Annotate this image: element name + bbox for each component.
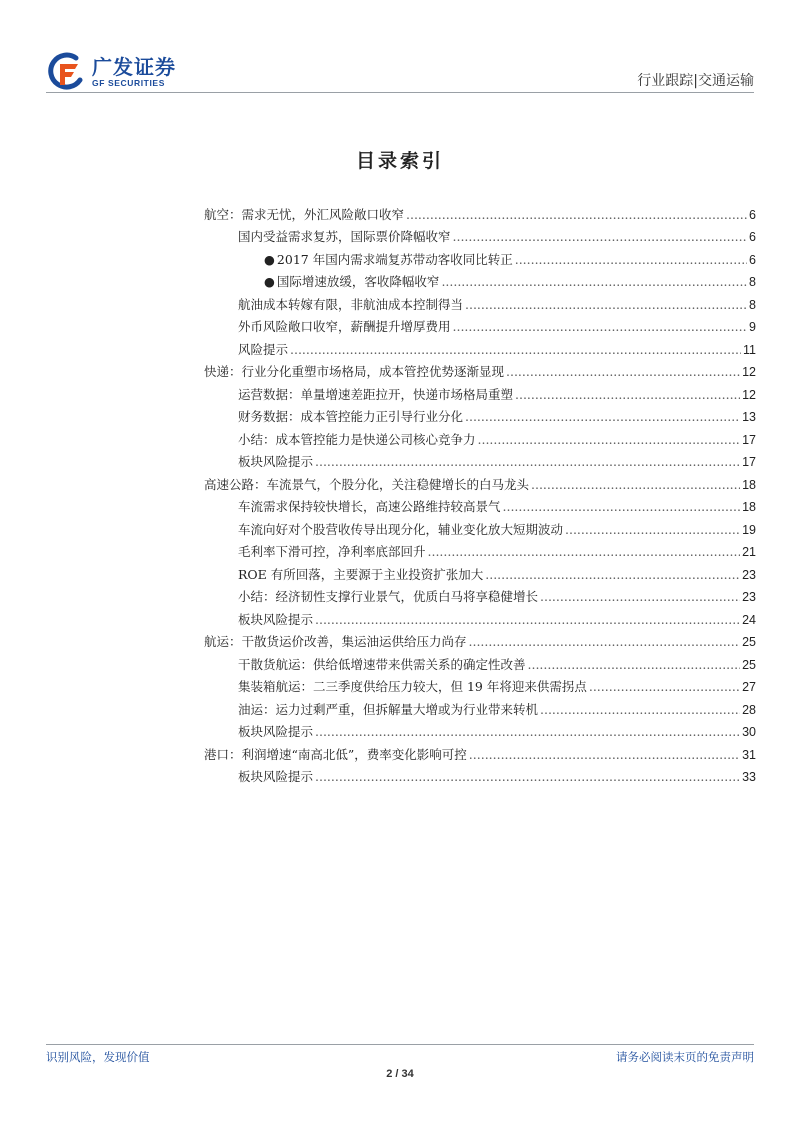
table-of-contents: [204, 200, 756, 785]
toc-leader-dots: [515, 387, 740, 403]
toc-entry-page: 31: [742, 747, 756, 762]
toc-leader-dots: [315, 724, 740, 740]
toc-entry-title: 国内受益需求复苏，国际票价降幅收窄: [238, 229, 451, 244]
toc-entry[interactable]: [204, 718, 756, 741]
toc-leader-dots: [465, 297, 747, 313]
toc-entry-page: 18: [742, 477, 756, 492]
toc-entry-title: 干散货航运：供给低增速带来供需关系的确定性改善: [238, 656, 526, 672]
toc-entry[interactable]: [204, 268, 756, 291]
toc-entry-page: 8: [749, 297, 756, 312]
toc-entry-title: 快递：行业分化重塑市场格局，成本管控优势逐渐显现: [204, 364, 505, 379]
footer-disclaimer-note: 请务必阅读末页的免责声明: [616, 1050, 754, 1064]
gf-logo-icon: [46, 52, 86, 92]
toc-leader-dots: [540, 589, 740, 605]
toc-entry[interactable]: [204, 290, 756, 313]
toc-entry[interactable]: [204, 335, 756, 358]
page-header: [0, 0, 800, 100]
toc-entry-title: 国际增速放缓，客收降幅收窄: [276, 274, 440, 289]
toc-entry-title: 小结：经济韧性支撑行业景气，优质白马将享稳健增长: [238, 589, 539, 604]
toc-entry-page: 13: [742, 410, 756, 424]
toc-leader-dots: [485, 567, 740, 583]
toc-entry[interactable]: [204, 583, 756, 606]
toc-entry[interactable]: [204, 650, 756, 673]
toc-entry[interactable]: [204, 245, 756, 268]
toc-entry-title: 财务数据：成本管控能力正引导行业分化: [238, 409, 464, 424]
toc-leader-dots: [406, 207, 747, 223]
toc-entry-title: 2017 年国内需求端复苏带动客收同比转正: [276, 251, 513, 267]
toc-entry-page: 12: [742, 387, 756, 402]
toc-entry[interactable]: [204, 313, 756, 336]
toc-entry-title: 高速公路：车流景气，个股分化，关注稳健增长的白马龙头: [204, 476, 530, 492]
toc-leader-dots: [453, 229, 748, 245]
toc-leader-dots: [531, 477, 740, 493]
logo-chinese-name: 广发证券: [92, 54, 176, 79]
toc-entry-page: 21: [742, 545, 756, 559]
toc-leader-dots: [290, 342, 741, 358]
toc-leader-dots: [506, 364, 740, 380]
toc-entry-page: 18: [742, 500, 756, 514]
toc-entry-page: 17: [742, 432, 756, 447]
toc-entry-title: 板块风险提示: [238, 724, 314, 739]
toc-entry-title: 车流需求保持较快增长，高速公路维持较高景气: [238, 499, 501, 514]
toc-entry-title: 板块风险提示: [238, 454, 314, 469]
toc-entry-title: 风险提示: [238, 341, 289, 357]
toc-entry-page: 23: [742, 567, 756, 582]
toc-entry-page: 25: [742, 657, 756, 672]
toc-leader-dots: [315, 612, 740, 628]
toc-entry-page: 25: [742, 635, 756, 649]
toc-leader-dots: [540, 702, 740, 718]
toc-entry[interactable]: [204, 740, 756, 763]
toc-leader-dots: [465, 409, 740, 425]
toc-leader-dots: [315, 769, 740, 785]
toc-entry[interactable]: [204, 470, 756, 493]
company-logo: [46, 52, 176, 92]
toc-leader-dots: [589, 679, 740, 695]
toc-entry-page: 6: [749, 230, 756, 244]
toc-leader-dots: [565, 522, 740, 538]
toc-entry[interactable]: [204, 538, 756, 561]
toc-entry-title: 航空：需求无忧，外汇风险敞口收窄: [204, 206, 405, 222]
toc-entry-page: 24: [742, 612, 756, 627]
toc-entry-page: 9: [749, 320, 756, 334]
toc-entry[interactable]: [204, 695, 756, 718]
toc-entry-title: 小结：成本管控能力是快递公司核心竞争力: [238, 431, 476, 447]
bullet-icon: ●: [264, 251, 275, 267]
toc-leader-dots: [515, 252, 747, 268]
toc-entry-title: 毛利率下滑可控，净利率底部回升: [238, 544, 426, 559]
bullet-icon: ●: [264, 274, 275, 289]
toc-entry-title: 板块风险提示: [238, 611, 314, 627]
toc-entry-title: ROE 有所回落，主要源于主业投资扩张加大: [238, 566, 484, 582]
footer-divider: [46, 1044, 754, 1045]
toc-entry-page: 6: [749, 207, 756, 222]
toc-entry[interactable]: [204, 628, 756, 651]
toc-leader-dots: [453, 319, 748, 335]
toc-entry-title: 集装箱航运：二三季度供给压力较大，但 19 年将迎来供需拐点: [238, 679, 587, 694]
toc-entry[interactable]: [204, 493, 756, 516]
toc-entry-page: 27: [742, 680, 756, 694]
header-divider: [46, 92, 754, 93]
toc-leader-dots: [478, 432, 741, 448]
toc-entry-title: 油运：运力过剩严重，但拆解量大增或为行业带来转机: [238, 701, 539, 717]
toc-leader-dots: [428, 544, 741, 560]
toc-entry[interactable]: [204, 380, 756, 403]
toc-entry-page: 11: [743, 342, 756, 357]
toc-entry-page: 12: [742, 365, 756, 379]
toc-leader-dots: [528, 657, 741, 673]
toc-entry-title: 车流向好对个股营收传导出现分化，辅业变化放大短期波动: [238, 521, 564, 537]
toc-entry[interactable]: [204, 673, 756, 696]
toc-entry[interactable]: [204, 358, 756, 381]
toc-entry-title: 港口：利润增速“南高北低”，费率变化影响可控: [204, 746, 467, 762]
toc-entry-title: 运营数据：单量增速差距拉开，快递市场格局重塑: [238, 386, 514, 402]
toc-leader-dots: [469, 747, 740, 763]
toc-entry[interactable]: [204, 515, 756, 538]
toc-entry-title: 航运：干散货运价改善，集运油运供给压力尚存: [204, 634, 467, 649]
toc-leader-dots: [469, 634, 741, 650]
toc-entry-page: 19: [742, 522, 756, 537]
toc-entry-title: 板块风险提示: [238, 769, 314, 784]
toc-leader-dots: [441, 274, 747, 290]
toc-entry-page: 17: [742, 455, 756, 469]
toc-entry[interactable]: [204, 560, 756, 583]
toc-entry-page: 8: [749, 275, 756, 289]
toc-entry[interactable]: [204, 403, 756, 426]
toc-entry[interactable]: [204, 223, 756, 246]
page-title: 目录索引: [355, 150, 444, 172]
toc-entry-page: 30: [742, 725, 756, 739]
toc-entry[interactable]: [204, 425, 756, 448]
toc-entry[interactable]: [204, 448, 756, 471]
toc-entry-title: 外币风险敞口收窄，薪酬提升增厚费用: [238, 319, 451, 334]
footer-slogan: 识别风险，发现价值: [46, 1050, 150, 1064]
toc-entry[interactable]: [204, 605, 756, 628]
toc-entry[interactable]: [204, 763, 756, 786]
toc-entry[interactable]: [204, 200, 756, 223]
report-category: 行业跟踪|交通运输: [637, 73, 754, 89]
logo-english-name: GF SECURITIES: [92, 77, 165, 88]
toc-entry-title: 航油成本转嫁有限，非航油成本控制得当: [238, 296, 464, 312]
toc-entry-page: 23: [742, 590, 756, 604]
toc-entry-page: 28: [742, 702, 756, 717]
page-number: 2 / 34: [386, 1068, 414, 1080]
toc-entry-page: 33: [742, 770, 756, 784]
toc-leader-dots: [315, 454, 740, 470]
toc-leader-dots: [503, 499, 741, 515]
toc-entry-page: 6: [749, 252, 756, 267]
